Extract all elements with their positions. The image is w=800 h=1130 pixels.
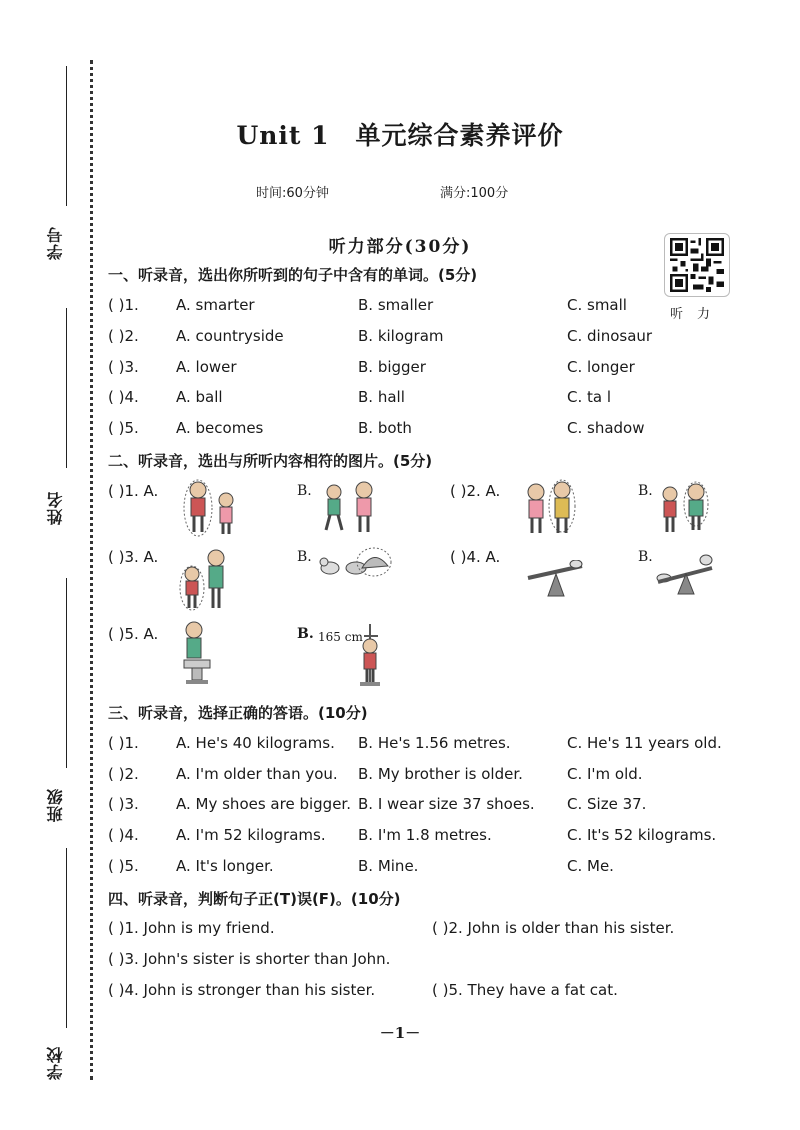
picture-two-children-icon[interactable]	[316, 478, 386, 540]
option-a: A. He's 40 kilograms.	[176, 734, 335, 752]
banji-line	[66, 578, 67, 768]
item-number[interactable]: ( )2.	[108, 765, 139, 783]
option-b: B. I'm 1.8 metres.	[358, 826, 492, 844]
option-c: C. Size 37.	[567, 795, 647, 813]
option-b: B. both	[358, 419, 412, 437]
section2-q4b-label[interactable]: B.	[638, 549, 653, 565]
item-number[interactable]: ( )4.	[108, 388, 139, 406]
option-c: C. longer	[567, 358, 635, 376]
option-b: B. hall	[358, 388, 405, 406]
option-b: B. Mine.	[358, 857, 419, 875]
xuexiao-label: 学校	[46, 1046, 65, 1080]
item-number[interactable]: ( )1.	[108, 734, 139, 752]
qr-code-icon[interactable]	[664, 233, 730, 297]
option-c: C. It's 52 kilograms.	[567, 826, 717, 844]
item-number[interactable]: ( )2.	[108, 327, 139, 345]
picture-two-children-icon[interactable]	[656, 478, 716, 538]
section4-item[interactable]: ( )2. John is older than his sister.	[432, 919, 675, 937]
option-c: C. Me.	[567, 857, 614, 875]
section1-heading: 一、听录音，选出你所听到的句子中含有的单词。(5分)	[108, 266, 478, 284]
item-number[interactable]: ( )5.	[108, 419, 139, 437]
option-b: B. He's 1.56 metres.	[358, 734, 511, 752]
item-number[interactable]: ( )4.	[108, 826, 139, 844]
xuehao-label: 学号	[46, 226, 65, 260]
section4-item[interactable]: ( )3. John's sister is shorter than John.	[108, 950, 391, 968]
listening-part-title: 听力部分(30分)	[328, 237, 472, 257]
section2-q1b-label[interactable]: B.	[297, 483, 312, 499]
full-score: 满分:100分	[440, 186, 509, 201]
xuexiao-line	[66, 848, 67, 1028]
height-label: 165 cm	[318, 630, 363, 644]
option-b: B. bigger	[358, 358, 426, 376]
section2-q3b-label[interactable]: B.	[297, 549, 312, 565]
option-c: C. small	[567, 296, 627, 314]
xingming-label: 姓名	[46, 491, 65, 525]
option-b: B. kilogram	[358, 327, 444, 345]
page-number: －1－	[379, 1024, 421, 1042]
picture-animals-icon[interactable]	[318, 546, 394, 580]
section3-heading: 三、听录音，选择正确的答语。(10分)	[108, 704, 368, 722]
qr-listening-label: 听力	[670, 307, 725, 322]
section2-q2b-label[interactable]: B.	[638, 483, 653, 499]
option-a: A. smarter	[176, 296, 255, 314]
cut-line	[90, 60, 93, 1080]
option-a: A. ball	[176, 388, 223, 406]
option-a: A. lower	[176, 358, 237, 376]
picture-two-children-icon[interactable]	[178, 548, 234, 612]
option-c: C. He's 11 years old.	[567, 734, 722, 752]
section4-heading: 四、听录音，判断句子正(T)误(F)。(10分)	[108, 890, 401, 908]
picture-child-height-icon[interactable]	[356, 622, 386, 688]
xingming-line	[66, 308, 67, 468]
item-number[interactable]: ( )3.	[108, 795, 139, 813]
option-b: B. My brother is older.	[358, 765, 523, 783]
section4-item[interactable]: ( )5. They have a fat cat.	[432, 981, 618, 999]
picture-seesaw-icon[interactable]	[526, 560, 586, 600]
section2-q1-label[interactable]: ( )1. A.	[108, 482, 159, 500]
option-a: A. becomes	[176, 419, 264, 437]
picture-seesaw-icon[interactable]	[656, 552, 716, 596]
option-c: C. I'm old.	[567, 765, 643, 783]
item-number[interactable]: ( )1.	[108, 296, 139, 314]
page-title: Unit 1 单元综合素养评价	[236, 121, 564, 150]
picture-child-on-scale-icon[interactable]	[180, 620, 220, 686]
section2-q5b-label[interactable]: B.	[297, 626, 314, 642]
banji-label: 班级	[46, 788, 65, 822]
picture-two-children-icon[interactable]	[178, 478, 248, 540]
option-a: A. countryside	[176, 327, 284, 345]
time-limit: 时间:60分钟	[256, 186, 329, 201]
option-a: A. My shoes are bigger.	[176, 795, 351, 813]
option-a: A. I'm 52 kilograms.	[176, 826, 326, 844]
option-b: B. smaller	[358, 296, 434, 314]
section2-q4-label[interactable]: ( )4. A.	[450, 548, 501, 566]
picture-two-children-icon[interactable]	[520, 478, 580, 538]
option-c: C. dinosaur	[567, 327, 653, 345]
section4-item[interactable]: ( )4. John is stronger than his sister.	[108, 981, 376, 999]
section2-q3-label[interactable]: ( )3. A.	[108, 548, 159, 566]
section2-q2-label[interactable]: ( )2. A.	[450, 482, 501, 500]
option-a: A. It's longer.	[176, 857, 274, 875]
option-c: C. ta l	[567, 388, 612, 406]
option-b: B. I wear size 37 shoes.	[358, 795, 535, 813]
option-c: C. shadow	[567, 419, 645, 437]
item-number[interactable]: ( )3.	[108, 358, 139, 376]
binding-margin	[0, 0, 100, 1130]
option-a: A. I'm older than you.	[176, 765, 338, 783]
section4-item[interactable]: ( )1. John is my friend.	[108, 919, 275, 937]
section2-q5-label[interactable]: ( )5. A.	[108, 625, 159, 643]
item-number[interactable]: ( )5.	[108, 857, 139, 875]
section2-heading: 二、听录音，选出与所听内容相符的图片。(5分)	[108, 452, 433, 470]
